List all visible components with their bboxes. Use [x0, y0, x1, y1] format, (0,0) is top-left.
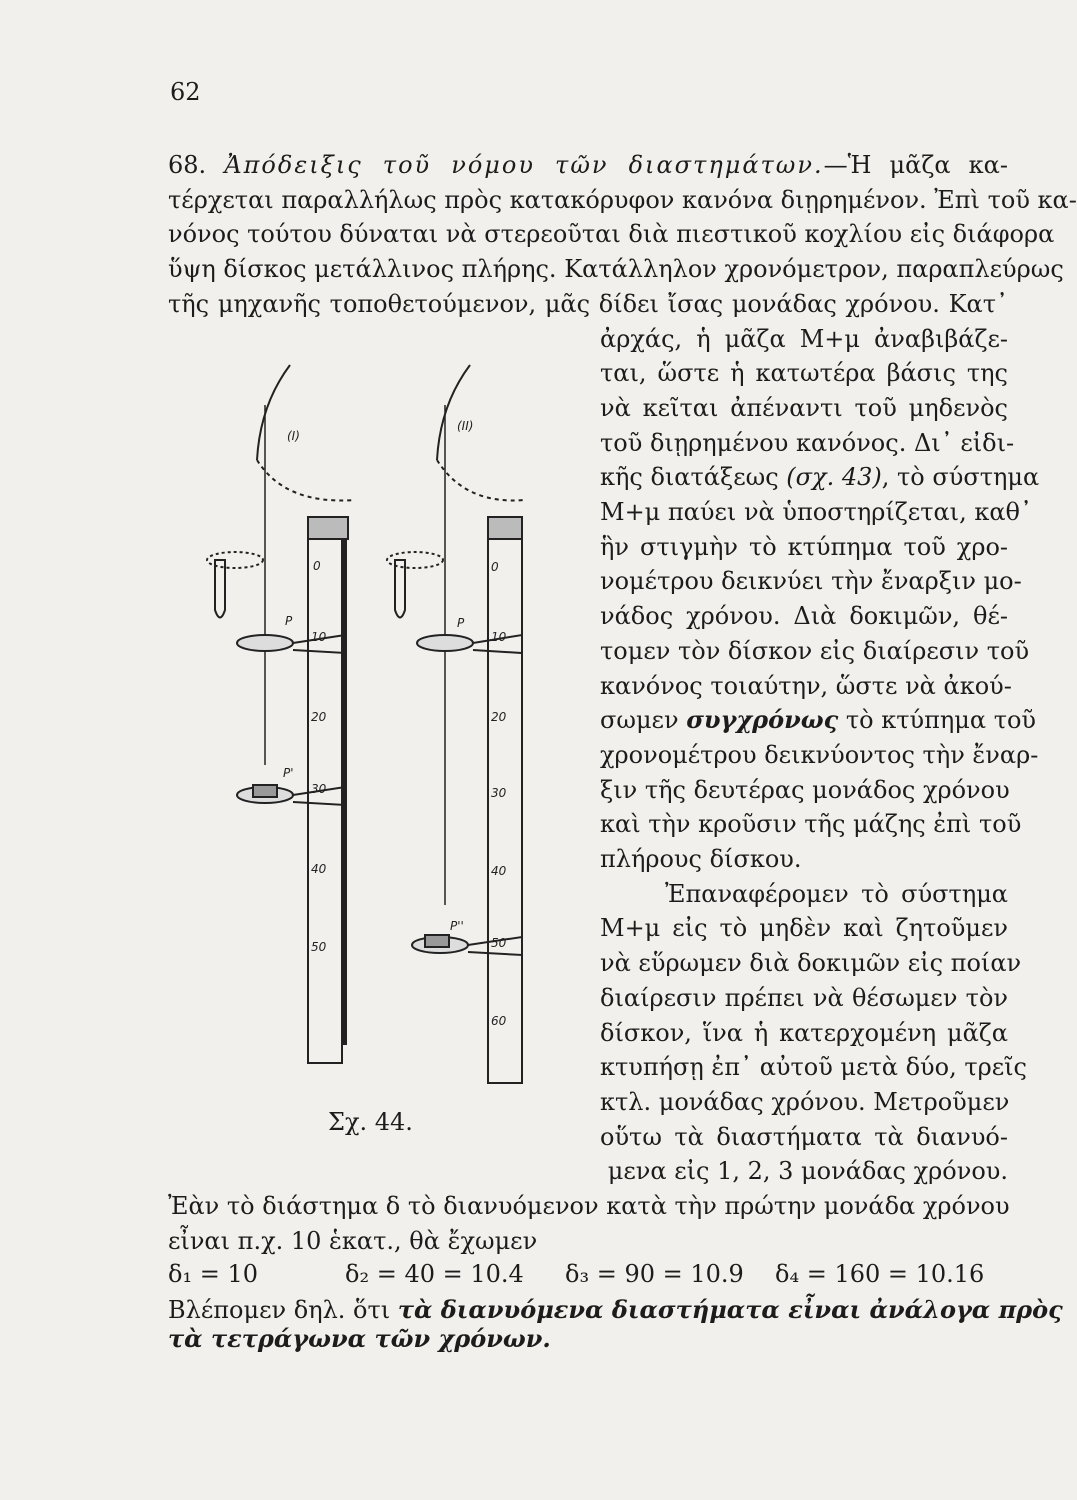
column-line: νὰ κεῖται ἀπέναντι τοῦ μηδενὸς: [600, 393, 1008, 422]
scale-tick: 50: [491, 936, 507, 950]
column-line: πλήρους δίσκου.: [600, 845, 802, 873]
column-line-emphasis: [600, 705, 1037, 735]
conclusion-bold: τὰ διανυόμενα διαστήματα εἶναι ἀνάλογα πρὸς: [397, 1295, 1063, 1325]
column-line: οὕτω τὰ διαστήματα τὰ διανυό-: [600, 1122, 1008, 1151]
disk-label: P: [457, 616, 465, 630]
emph-pre: σωμεν: [600, 706, 687, 735]
emphasis-word: συγχρόνως: [686, 705, 839, 735]
apparatus-figure: [195, 345, 525, 1085]
section-heading-line: [168, 150, 1008, 180]
pulley-dashed-left: [257, 460, 355, 501]
ruler-right-cap: [488, 517, 522, 539]
text-line: τέρχεται παραλλήλως πρὸς κατακόρυφον κανόνα διῃρημένον. Ἐπὶ τοῦ κα-: [168, 185, 1077, 214]
text-line: ὕψη δίσκος μετάλλινος πλήρης. Κατάλληλον χρονόμετρον, παραπλεύρως: [168, 255, 1064, 284]
column-line: ξιν τῆς δευτέρας μονάδος χρόνου: [600, 775, 1010, 804]
label-right: (II): [457, 419, 474, 433]
column-line: νομέτρου δεικνύει τὴν ἔναρξιν μο-: [600, 567, 1022, 596]
scale-tick: 10: [491, 630, 507, 644]
column-line: νάδος χρόνου. Διὰ δοκιμῶν, θέ-: [600, 602, 1008, 631]
column-line: κτλ. μονάδας χρόνου. Μετροῦμεν: [600, 1087, 1010, 1116]
disk-label: P'': [450, 919, 464, 933]
pulley-arc-right: [437, 365, 470, 460]
disk-p-right: [417, 635, 473, 651]
column-line: Μ+μ εἰς τὸ μηδὲν καὶ ζητοῦμεν: [600, 914, 1008, 943]
column-line: δίσκον, ἵνα ἡ κατερχομένη μᾶζα: [600, 1018, 1008, 1047]
formula-d3: δ₃ = 90 = 10.9: [565, 1260, 744, 1289]
scale-tick: 30: [491, 786, 507, 800]
column-line-reference: [600, 462, 1040, 492]
scale-tick: 20: [491, 710, 507, 724]
column-line: νὰ εὕρωμεν διὰ δοκιμῶν εἰς ποίαν: [600, 949, 1022, 978]
scale-tick: 20: [311, 710, 327, 724]
pulley-arc-left: [257, 365, 290, 460]
column-line: Μ+μ παύει νὰ ὑποστηρίζεται, καθ᾿: [600, 498, 1032, 526]
column-line: διαίρεσιν πρέπει νὰ θέσωμεν τὸν: [600, 983, 1008, 1012]
figure-reference: (σχ. 43): [786, 463, 882, 492]
scale-tick: 30: [311, 782, 327, 796]
formula-d4: δ₄ = 160 = 10.16: [775, 1260, 985, 1289]
ruler-left: [308, 533, 342, 1063]
column-line: καὶ τὴν κροῦσιν τῆς μάζης ἐπὶ τοῦ: [600, 810, 1022, 839]
scale-tick: 40: [491, 864, 507, 878]
scale-tick: 50: [311, 940, 327, 954]
scale-tick: 0: [491, 560, 499, 574]
pulley-dashed-right: [437, 460, 525, 501]
ref-post: , τὸ σύστημα: [881, 463, 1040, 492]
text-line: νόνος τούτου δύναται νὰ στερεοῦται διὰ πιεστικοῦ κοχλίου εἰς διάφορα: [168, 220, 1055, 249]
section-number: 68.: [168, 151, 207, 179]
disk-label: P': [283, 766, 294, 780]
ruler-right: [488, 533, 522, 1083]
scale-tick: 60: [491, 1014, 507, 1028]
conclusion-line: [168, 1295, 1063, 1325]
column-line: τομεν τὸν δίσκον εἰς διαίρεσιν τοῦ: [600, 636, 1030, 665]
formula-d1: δ₁ = 10: [168, 1260, 258, 1289]
column-line: τοῦ διῃρημένου κανόνος. Δι᾿ εἰδι-: [600, 428, 1015, 457]
disk-label: P: [285, 614, 293, 628]
section-intro: —Ἡ μᾶζα κα-: [823, 151, 1008, 179]
scale-tick: 0: [313, 559, 321, 573]
ruler-left-cap: [308, 517, 348, 539]
page-number: 62: [170, 78, 201, 106]
figure-caption: Σχ. 44.: [328, 1108, 413, 1136]
column-line: κανόνος τοιαύτην, ὥστε νὰ ἀκού-: [600, 671, 1012, 700]
disk-p-left: [237, 635, 293, 651]
conclusion-line-2: [168, 1324, 1008, 1354]
column-line: χρονομέτρου δεικνύοντος τὴν ἔναρ-: [600, 740, 1039, 769]
column-line-indent: Ἐπαναφέρομεν τὸ σύστημα: [665, 879, 1008, 908]
mass-right: [425, 935, 449, 947]
bottom-line: Ἐὰν τὸ διάστημα δ τὸ διανυόμενον κατὰ τὴν πρώτην μονάδα χρόνου: [168, 1192, 1010, 1220]
ref-pre: κῆς διατάξεως: [600, 463, 787, 492]
column-line: ἣν στιγμὴν τὸ κτύπημα τοῦ χρο-: [600, 532, 1008, 561]
column-line: κτυπήσῃ ἐπ᾿ αὐτοῦ μετὰ δύο, τρεῖς: [600, 1053, 1027, 1082]
text-line: τῆς μηχανῆς τοποθετούμενον, μᾶς δίδει ἴσας μονάδας χρόνου. Κατ᾿: [168, 289, 1008, 318]
column-line: ἀρχάς, ἡ μᾶζα Μ+μ ἀναβιβάζε-: [600, 324, 1008, 353]
column-line: ται, ὥστε ἡ κατωτέρα βάσις της: [600, 359, 1008, 388]
emph-post: τὸ κτύπημα τοῦ: [838, 706, 1037, 735]
release-handle-left: [215, 560, 225, 618]
label-left: (I): [287, 429, 300, 443]
column-line: μενα εἰς 1, 2, 3 μονάδας χρόνου.: [607, 1157, 1008, 1186]
conclusion-bold-2: τὰ τετράγωνα τῶν χρόνων.: [168, 1324, 551, 1354]
scale-tick: 10: [311, 630, 327, 644]
bottom-line: εἶναι π.χ. 10 ἑκατ., θὰ ἔχωμεν: [168, 1226, 538, 1255]
formula-d2: δ₂ = 40 = 10.4: [345, 1260, 524, 1289]
conclusion-pre: Βλέπομεν δηλ. ὅτι: [168, 1296, 398, 1325]
scale-tick: 40: [311, 862, 327, 876]
section-title: Ἀπόδειξις τοῦ νόμου τῶν διαστημάτων.: [224, 151, 824, 179]
release-handle-right: [395, 560, 405, 618]
mass-left: [253, 785, 277, 797]
